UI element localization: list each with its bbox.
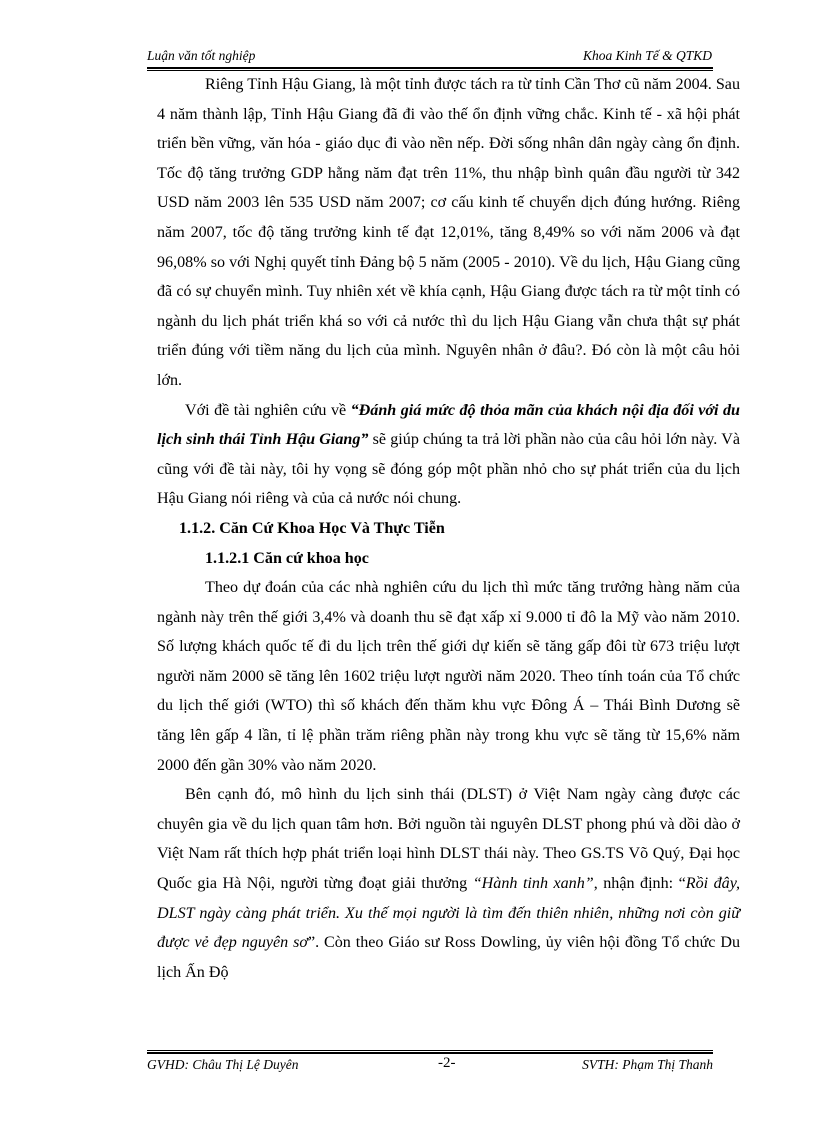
footer-student: SVTH: Phạm Thị Thanh (582, 1057, 713, 1072)
footer-rule (147, 1050, 713, 1054)
page-footer (147, 1057, 713, 1077)
research-title: “Đánh giá mức độ thỏa mãn của khách nội địa đối với du lịch sinh thái Tỉnh Hậu Giang” (157, 401, 740, 449)
ecotourism-text-c: ”. Còn theo Giáo sư Ross Dowling, ủy viên hội đồng Tổ chức Du lịch Ấn Độ (157, 934, 741, 981)
ecotourism-text-b: , nhận định: “ (593, 875, 686, 893)
ecotourism-text-a: Bên cạnh đó, mô hình du lịch sinh thái (DLST) ở Việt Nam ngày càng được các chuyên gia về du lịch quan tâm hơn. Bởi nguồn tài nguyên DLST phong phú và dồi dào ở Việt Nam rất thích hợp phát triển loại hình DLST thái này. Theo GS.TS Võ Quý, Đại học Quốc gia Hà Nội, người từng đoạt giải thưởng (157, 786, 740, 893)
header-thesis-label: Luận văn tốt nghiệp (147, 48, 256, 63)
page-body (157, 70, 740, 987)
section-heading: 1.1.2. Căn Cứ Khoa Học Và Thực Tiễn (179, 519, 445, 537)
footer-advisor: GVHD: Châu Thị Lệ Duyên (147, 1057, 299, 1072)
subsection-heading: 1.1.2.1 Căn cứ khoa học (205, 549, 369, 567)
paragraph-tourism-forecast: Theo dự đoán của các nhà nghiên cứu du lịch thì mức tăng trưởng hàng năm của ngành này trên thế giới 3,4% và doanh thu sẽ đạt xấp xỉ 9.000 tỉ đô la Mỹ vào năm 2010. Số lượng khách quốc tế đi du lịch trên thế giới dự kiến sẽ tăng gấp đôi từ 673 triệu lượt người năm 2000 sẽ tăng lên 1602 triệu lượt người năm 2020. Theo tính toán của Tổ chức du lịch thế giới (WTO) thì số khách đến thăm khu vực Đông Á – Thái Bình Dương sẽ tăng lên gấp 4 lần, tỉ lệ phần trăm riêng phần này trong khu vực sẽ tăng từ 15,6% năm 2000 đến gần 30% vào năm 2020. (157, 579, 740, 774)
topic-intro-text: Với đề tài nghiên cứu về (185, 401, 351, 419)
page-header (147, 48, 712, 68)
topic-purpose-text: sẽ giúp chúng ta trả lời phần nào của câu hỏi lớn này. Và cũng với đề tài này, tôi hy vọng sẽ đóng góp một phần nhỏ cho sự phát triển của du lịch Hậu Giang nói riêng và của cả nước nói chung. (157, 431, 740, 508)
award-name: “Hành tinh xanh” (472, 875, 594, 893)
header-faculty-label: Khoa Kinh Tế & QTKD (582, 48, 712, 63)
paragraph-research-topic (157, 396, 740, 514)
page-number: -2- (438, 1055, 456, 1071)
paragraph-hau-giang: Riêng Tỉnh Hậu Giang, là một tỉnh được tách ra từ tỉnh Cần Thơ cũ năm 2004. Sau 4 năm thành lập, Tỉnh Hậu Giang đã đi vào thế ổn định vững chắc. Kinh tế - xã hội phát triển bền vững, văn hóa - giáo dục đi vào nền nếp. Đời sống nhân dân ngày càng ổn định. Tốc độ tăng trưởng GDP hằng năm đạt trên 11%, thu nhập bình quân đầu người từ 342 USD năm 2003 lên 535 USD năm 2007; cơ cấu kinh tế chuyển dịch đúng hướng. Riêng năm 2007, tốc độ tăng trưởng kinh tế đạt 12,01%, tăng 8,49% so với năm 2006 và đạt 96,08% so với Nghị quyết tỉnh Đảng bộ 5 năm (2005 - 2010). Về du lịch, Hậu Giang cũng đã có sự chuyển mình. Tuy nhiên xét về khía cạnh, Hậu Giang được tách ra từ một tỉnh có ngành du lịch phát triển khá so với cả nước thì du lịch Hậu Giang vẫn chưa thật sự phát triển đúng với tiềm năng du lịch của mình. Nguyên nhân ở đâu?. Đó còn là một câu hỏi lớn. (157, 76, 740, 389)
quotation: Rồi đây, DLST ngày càng phát triển. Xu thế mọi người là tìm đến thiên nhiên, những nơi còn giữ được vẻ đẹp nguyên sơ (157, 875, 741, 952)
paragraph-ecotourism (157, 780, 740, 987)
